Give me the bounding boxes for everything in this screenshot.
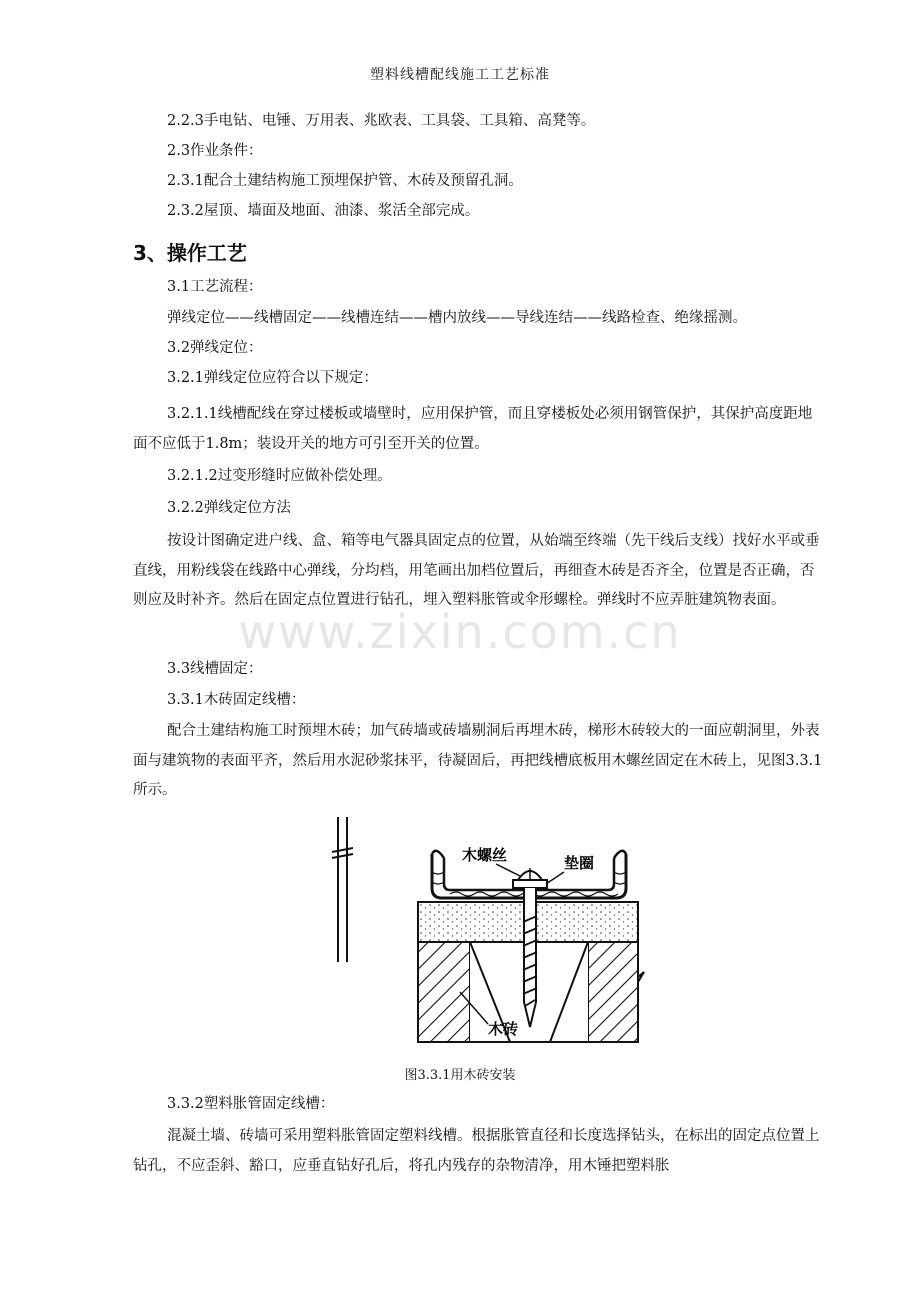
paragraph-positioning-method: 按设计图确定进户线、盒、箱等电气器具固定点的位置，从始端至终端（先干线后支线）找好水平或垂直线，用粉线袋在线路中心弹线，分均档，用笔画出加档位置后，再细查木砖是否齐全，位置是否正确，否则应及时补齐。然后在固定点位置进行钻孔，埋入塑料胀管或伞形螺栓。弹线时不应弄脏建筑物表面。: [133, 533, 820, 608]
figure-caption: 图3.3.1用木砖安装: [404, 1068, 516, 1083]
leader-washer: [546, 872, 564, 884]
figure-wood-brick-installation: [320, 812, 660, 1052]
paragraph-2-2-3: 2.2.3手电钻、电锤、万用表、兆欧表、工具袋、工具箱、高凳等。: [167, 113, 596, 129]
paragraph-3-3-2: 3.3.2塑料胀管固定线槽：: [167, 1096, 335, 1112]
paragraph-3-2: 3.2弹线定位：: [167, 340, 263, 356]
paragraph-process-flow: 弹线定位——线槽固定——线槽连结——槽内放线——导线连结——线路检查、绝缘摇测。: [167, 310, 747, 326]
paragraph-2-3-1: 2.3.1配合土建结构施工预埋保护管、木砖及预留孔洞。: [167, 173, 523, 189]
page-header: 塑料线槽配线施工工艺标准: [370, 67, 550, 83]
paragraph-2-3-2: 2.3.2屋顶、墙面及地面、油漆、浆活全部完成。: [167, 203, 480, 219]
section-indicator-lines: [332, 817, 353, 962]
section-heading-3: 3、操作工艺: [133, 241, 247, 265]
paragraph-3-2-1-1: 3.2.1.1线槽配线在穿过楼板或墙壁时，应用保护管，而且穿楼板处必须用钢管保护，其保护高度距地面不应低于1.8m；装设开关的地方可引至开关的位置。: [133, 406, 813, 452]
paragraph-2-3: 2.3作业条件：: [167, 143, 263, 159]
label-wood-brick: 木砖: [488, 1020, 519, 1038]
paragraph-wood-brick-method: 配合土建结构施工时预埋木砖；加气砖墙或砖墙剔洞后再埋木砖，梯形木砖较大的一面应朝洞里，外表面与建筑物的表面平齐，然后用水泥砂浆抹平，待凝固后，再把线槽底板用木螺丝固定在木砖上，见图3.3.1所示。: [133, 723, 823, 798]
paragraph-3-2-1-2: 3.2.1.2过变形缝时应做补偿处理。: [167, 468, 392, 484]
label-washer: 垫圈: [564, 854, 595, 872]
label-wood-screw: 木螺丝: [462, 846, 508, 864]
paragraph-3-3-1: 3.3.1木砖固定线槽：: [167, 692, 306, 708]
paragraph-3-1: 3.1工艺流程：: [167, 279, 263, 295]
paragraph-expansion-tube-method: 混凝土墙、砖墙可采用塑料胀管固定塑料线槽。根据胀管直径和长度选择钻头，在标出的固定点位置上钻孔，不应歪斜、豁口，应垂直钻好孔后，将孔内残存的杂物清净，用木锤把塑料胀: [133, 1128, 820, 1174]
paragraph-3-2-1: 3.2.1弹线定位应符合以下规定：: [167, 370, 378, 386]
paragraph-3-2-2: 3.2.2弹线定位方法: [167, 500, 291, 516]
watermark-text: www.zixin.com.cn: [238, 605, 682, 659]
paragraph-3-3: 3.3线槽固定：: [167, 661, 263, 677]
leader-wood-screw: [496, 864, 520, 876]
